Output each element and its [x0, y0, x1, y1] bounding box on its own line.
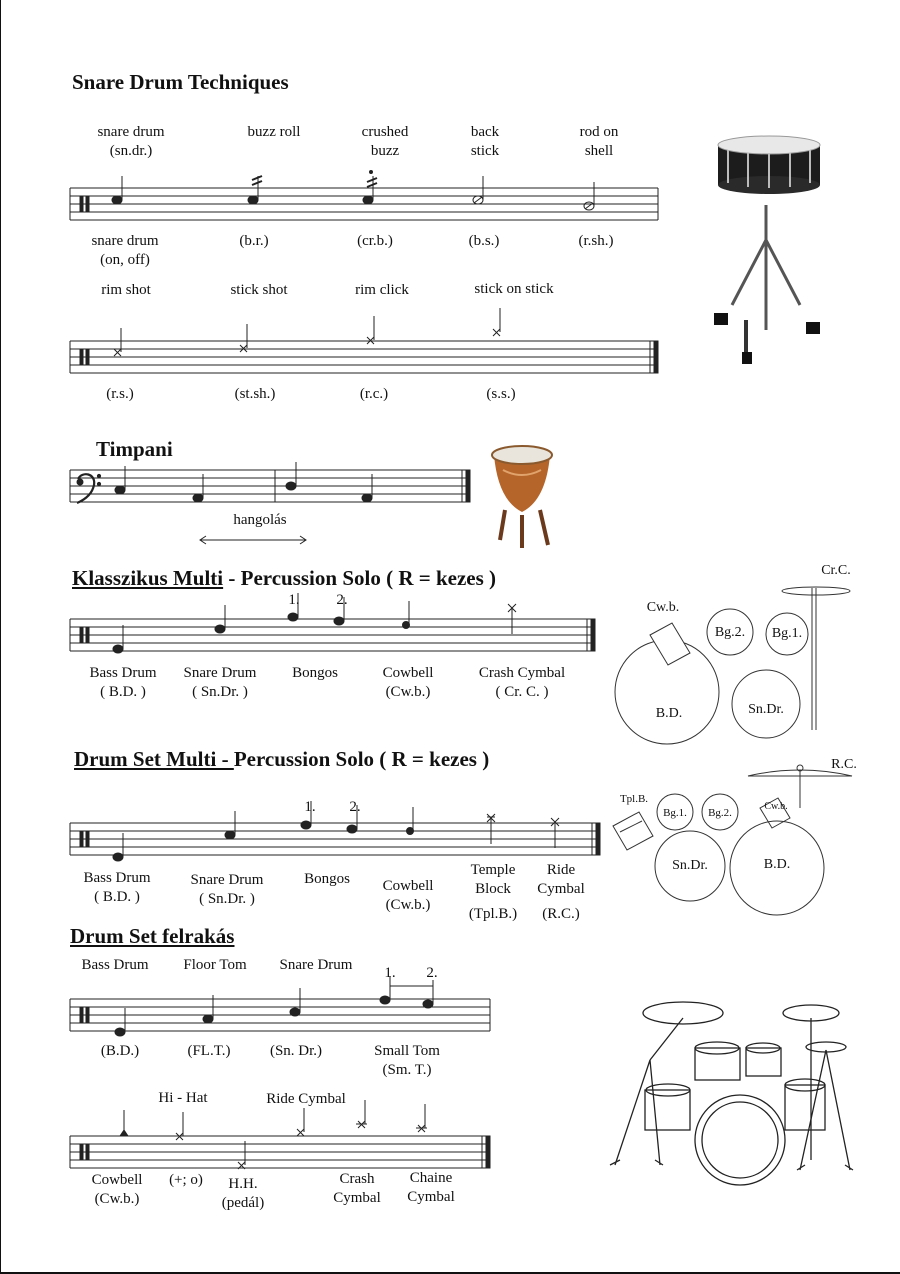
label-line: Crash Cymbal	[478, 665, 566, 681]
label-line: buzz	[370, 143, 400, 159]
label-line: ( Sn.Dr. )	[192, 684, 248, 700]
d-label-temple-block	[460, 861, 526, 924]
f-label-hi-hat: Hi - Hat	[158, 1090, 208, 1106]
snare-staff-2	[70, 341, 658, 373]
klasszikus-staff	[70, 619, 595, 651]
felrakas-staff-1-notes	[115, 976, 433, 1036]
label-line: ( Cr. C. )	[495, 684, 549, 700]
label-line: Cowbell	[382, 665, 434, 681]
kd-bg2: Bg.2.	[714, 625, 746, 640]
kd-crc: Cr.C.	[821, 563, 851, 578]
f-label-hihat-open-closed: (+; o)	[169, 1172, 203, 1188]
f-abbr-bd: (B.D.)	[100, 1043, 140, 1059]
k-label-bongos	[280, 664, 350, 683]
k-label-cowbell	[370, 664, 446, 702]
ending-2: 2.	[349, 799, 361, 815]
drumset-diagram	[613, 765, 852, 915]
ending-1: 1.	[304, 799, 316, 815]
abbr-crb: (cr.b.)	[357, 233, 393, 249]
title-underlined: Drum Set felrakás	[70, 924, 235, 948]
dd-tplb: Tpl.B.	[619, 793, 649, 805]
label-line: (R.C.)	[542, 906, 580, 922]
label-line: snare drum	[91, 233, 159, 249]
snare-staff-1-open-notes	[473, 176, 594, 210]
label-rim-shot: rim shot	[101, 282, 151, 298]
f-label-chaine-cymbal	[398, 1169, 464, 1207]
abbr-rsh: (r.sh.)	[578, 233, 614, 249]
label-line: Temple	[470, 862, 516, 878]
label-line: Cymbal	[537, 881, 585, 897]
label-line: ( Sn.Dr. )	[199, 891, 255, 907]
label-stick-shot: stick shot	[230, 282, 288, 298]
label-line: Bass Drum	[89, 665, 157, 681]
f-label-ride-cymbal: Ride Cymbal	[266, 1091, 346, 1107]
label-line: Cowbell	[382, 878, 434, 894]
abbr-rs: (r.s.)	[106, 386, 134, 402]
label-line: H.H.	[228, 1176, 258, 1192]
abbr-bs: (b.s.)	[468, 233, 500, 249]
abbr-stsh: (st.sh.)	[234, 386, 276, 402]
label-line: Bongos	[292, 665, 338, 681]
label-line: Small Tom	[374, 1043, 440, 1059]
label-line: (Cw.b.)	[94, 1191, 140, 1207]
label-line: Cymbal	[333, 1190, 381, 1206]
timpani-image	[492, 446, 552, 548]
f-label-hh-pedal	[210, 1175, 276, 1213]
f-label-small-tom	[356, 1042, 458, 1080]
k-label-crash-cymbal	[464, 664, 580, 702]
timpani-notes	[115, 462, 372, 502]
ending-1: 1.	[288, 592, 300, 608]
label-line: Cymbal	[407, 1189, 455, 1205]
drum-kit-image	[610, 1002, 853, 1185]
dd-bg2: Bg.2.	[708, 807, 732, 819]
label-line: Ride	[546, 862, 576, 878]
label-line: back	[470, 124, 500, 140]
label-line: Chaine	[409, 1170, 453, 1186]
tuning-arrow	[200, 536, 306, 544]
label-line: snare drum	[97, 124, 165, 140]
label-line: ( B.D. )	[94, 889, 140, 905]
k-label-snare-drum	[172, 664, 268, 702]
d-label-bongos	[292, 870, 362, 889]
title-rest: Percussion Solo ( R = kezes )	[233, 747, 490, 771]
tuning-label: hangolás	[233, 512, 287, 528]
snare-title: Snare Drum Techniques	[72, 70, 289, 94]
label-stick-on-stick: stick on stick	[474, 281, 554, 297]
label-line: shell	[584, 143, 614, 159]
label-snare-drum	[90, 123, 172, 161]
label-line: (Tpl.B.)	[468, 906, 518, 922]
f-label-bass-drum: Bass Drum	[81, 957, 149, 973]
felrakas-staff-2	[70, 1136, 490, 1168]
abbr-ss: (s.s.)	[486, 386, 516, 402]
k-label-bass-drum	[78, 664, 168, 702]
drumset-title	[74, 747, 489, 772]
label-line: (Cw.b.)	[385, 684, 431, 700]
volta-bracket	[390, 986, 433, 992]
d-label-ride-cymbal	[528, 861, 594, 924]
label-line: Crash	[339, 1171, 375, 1187]
d-label-bass-drum	[72, 869, 162, 907]
kd-bd: B.D.	[655, 706, 683, 721]
title-underlined: Klasszikus Multi	[72, 566, 224, 590]
label-line: (pedál)	[221, 1195, 265, 1211]
label-line: rod on	[579, 124, 619, 140]
f-abbr-sndr: (Sn. Dr.)	[269, 1043, 323, 1059]
felrakas-title	[70, 924, 234, 949]
abbr-br: (b.r.)	[239, 233, 269, 249]
dd-sndr: Sn.Dr.	[672, 858, 708, 873]
label-line: Bass Drum	[83, 870, 151, 886]
label-buzz-roll	[236, 123, 312, 142]
label-line: Block	[475, 881, 511, 897]
dd-rc: R.C.	[831, 757, 857, 772]
label-line: Bongos	[304, 871, 350, 887]
f-label-cowbell	[80, 1171, 154, 1209]
label-line: buzz roll	[247, 124, 301, 140]
label-line: (Cw.b.)	[385, 897, 431, 913]
f-label-floor-tom: Floor Tom	[183, 957, 247, 973]
timpani-title: Timpani	[96, 437, 173, 461]
abbr-rc: (r.c.)	[359, 386, 389, 402]
kd-bg1: Bg.1.	[771, 626, 803, 641]
label-line: Snare Drum	[190, 872, 264, 888]
felrakas-staff-2-notes	[120, 1100, 427, 1169]
ending-2: 2.	[336, 592, 348, 608]
timpani-staff	[70, 470, 470, 503]
f-label-snare-drum: Snare Drum	[279, 957, 353, 973]
title-rest: - Percussion Solo ( R = kezes )	[223, 566, 497, 590]
f-label-crash-cymbal	[326, 1170, 388, 1208]
label-line: (sn.dr.)	[109, 143, 153, 159]
label-line: crushed	[361, 124, 409, 140]
dd-bg1: Bg.1.	[663, 807, 687, 819]
snare-drum-image	[714, 136, 820, 364]
dd-bd: B.D.	[763, 857, 791, 872]
label-line: stick	[470, 143, 500, 159]
snare-staff-1	[70, 188, 658, 220]
d-label-snare-drum	[178, 871, 276, 909]
label-crushed-buzz	[352, 123, 418, 161]
ending-2: 2.	[426, 965, 438, 981]
snare-staff-1-notes	[112, 171, 377, 205]
ending-1: 1.	[384, 965, 396, 981]
dd-cwb: Cw.b.	[764, 801, 788, 812]
label-rim-click: rim click	[355, 282, 409, 298]
title-underlined: Drum Set Multi -	[74, 747, 234, 771]
label-line: (Sm. T.)	[382, 1062, 432, 1078]
label-line: (on, off)	[100, 252, 150, 268]
label-line: ( B.D. )	[100, 684, 146, 700]
label-snare-on-off	[80, 232, 170, 270]
label-line: Snare Drum	[183, 665, 257, 681]
drumset-staff	[70, 823, 600, 855]
klasszikus-notes	[113, 593, 410, 653]
label-back-stick	[457, 123, 513, 161]
f-abbr-flt: (FL.T.)	[187, 1043, 231, 1059]
d-label-cowbell	[370, 877, 446, 915]
label-line: Cowbell	[91, 1172, 143, 1188]
kd-sndr: Sn.Dr.	[748, 702, 784, 717]
kd-cwb: Cw.b.	[646, 600, 680, 615]
klasszikus-title	[72, 566, 496, 591]
label-rod-on-shell	[566, 123, 632, 161]
